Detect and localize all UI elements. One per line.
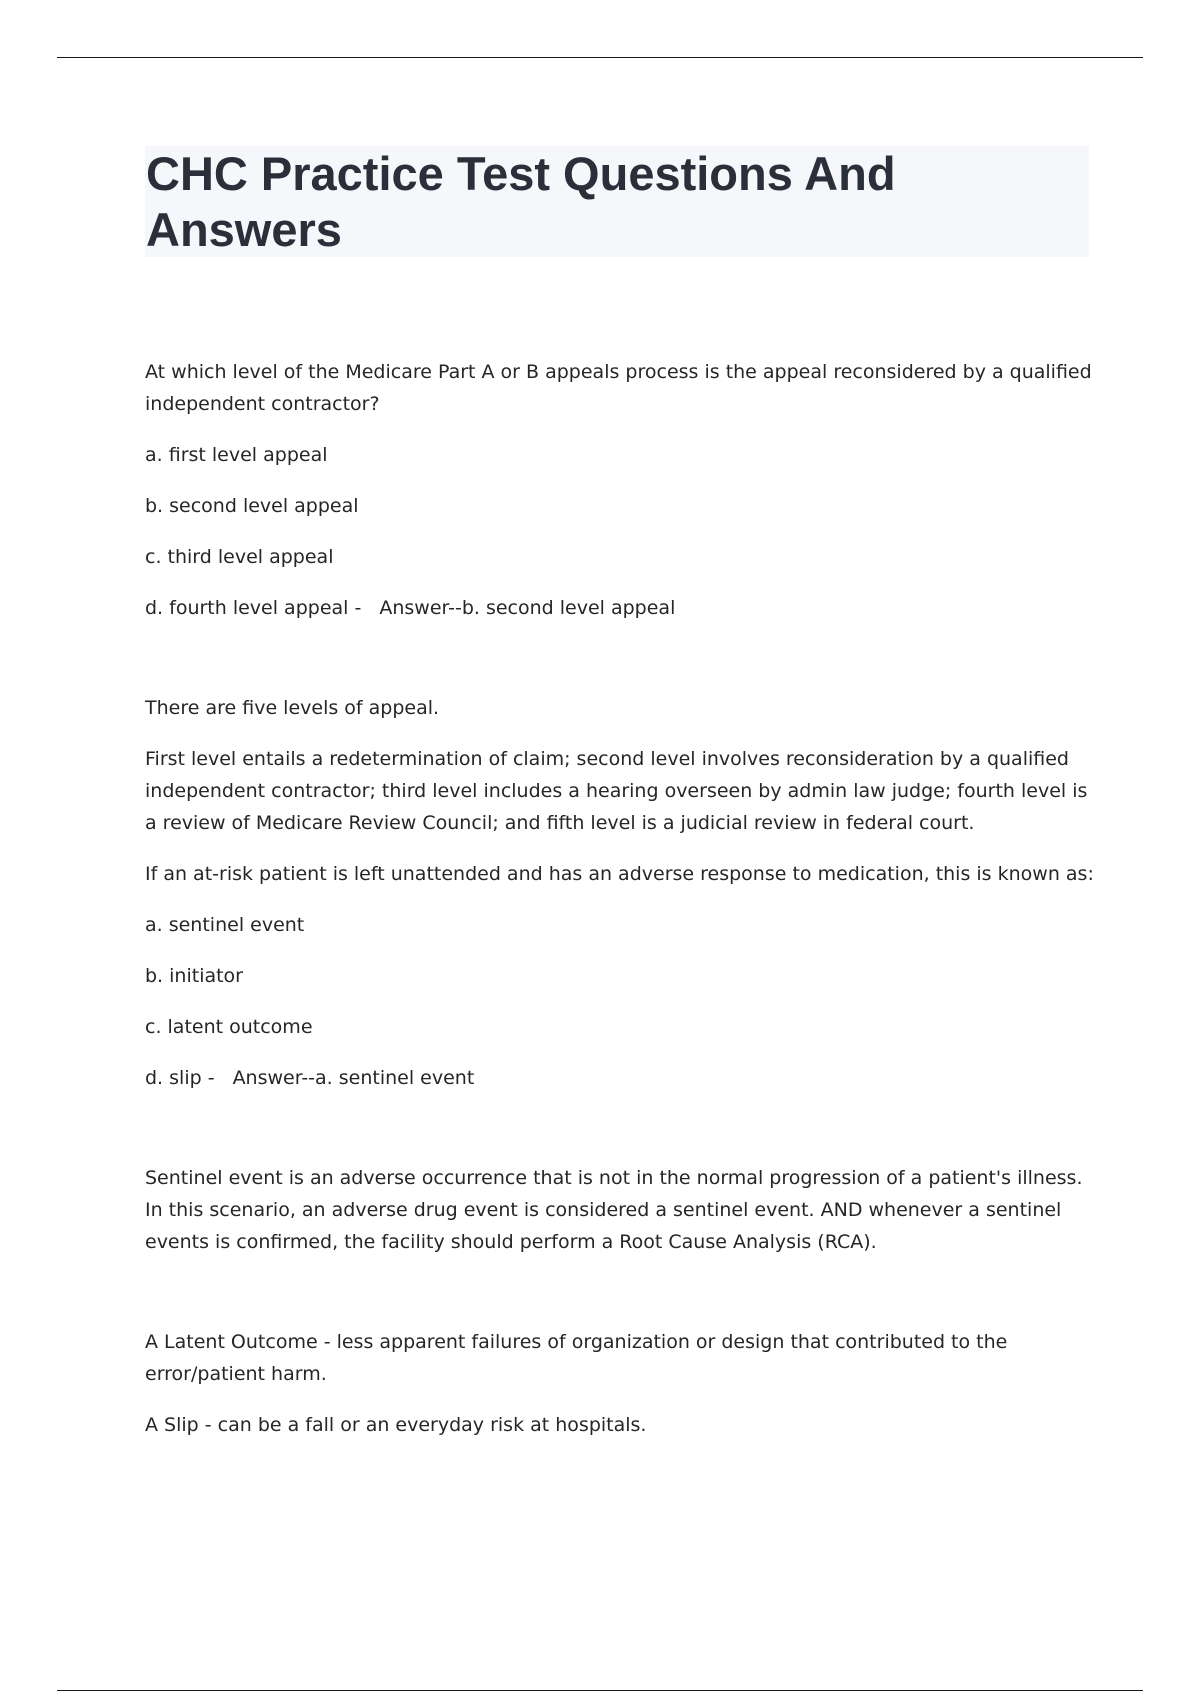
q2-option-d: d. slip - [145,1067,215,1089]
q2-option-c: c. latent outcome [145,1016,313,1038]
q1-option-b: b. second level appeal [145,495,359,517]
q1-option-a: a. first level appeal [145,444,328,466]
q1-option-c: c. third level appeal [145,546,334,568]
q2-explanation-sentinel: Sentinel event is an adverse occurrence that is not in the normal progression of a patient's illness. In this scenario, an adverse drug event is considered a sentinel event. AND whenever a sentinel events is confirmed, the facility should perform a Root Cause Analysis (RCA). [145,1167,1083,1253]
q1-explanation-detail: First level entails a redetermination of claim; second level involves reconsideration by a qualified independent contractor; third level includes a hearing overseen by admin law judge; fourth level is a review of Medicare Review Council; and fifth level is a judicial review in federal court. [145,748,1088,834]
q2-option-d-line [145,1062,1095,1094]
q2-option-b: b. initiator [145,965,243,987]
q1-option-d-line [145,592,1095,624]
q2-option-a: a. sentinel event [145,914,305,936]
q2-explanation-latent: A Latent Outcome - less apparent failures of organization or design that contributed to the error/patient harm. [145,1331,1008,1385]
top-rule [57,57,1143,58]
q2-explanation-slip: A Slip - can be a fall or an everyday risk at hospitals. [145,1414,647,1436]
bottom-rule [57,1690,1143,1691]
q2-answer: Answer--a. sentinel event [232,1067,475,1089]
q1-explanation-intro: There are five levels of appeal. [145,697,440,719]
q1-answer: Answer--b. second level appeal [379,597,676,619]
q1-option-d: d. fourth level appeal - [145,597,362,619]
document-body [145,356,1095,1441]
page-title: CHC Practice Test Questions And Answers [146,147,896,256]
q1-question: At which level of the Medicare Part A or B appeals process is the appeal reconsidered by a qualified independent contractor? [145,361,1092,415]
q2-question: If an at-risk patient is left unattended and has an adverse response to medication, this is known as: [145,863,1094,885]
